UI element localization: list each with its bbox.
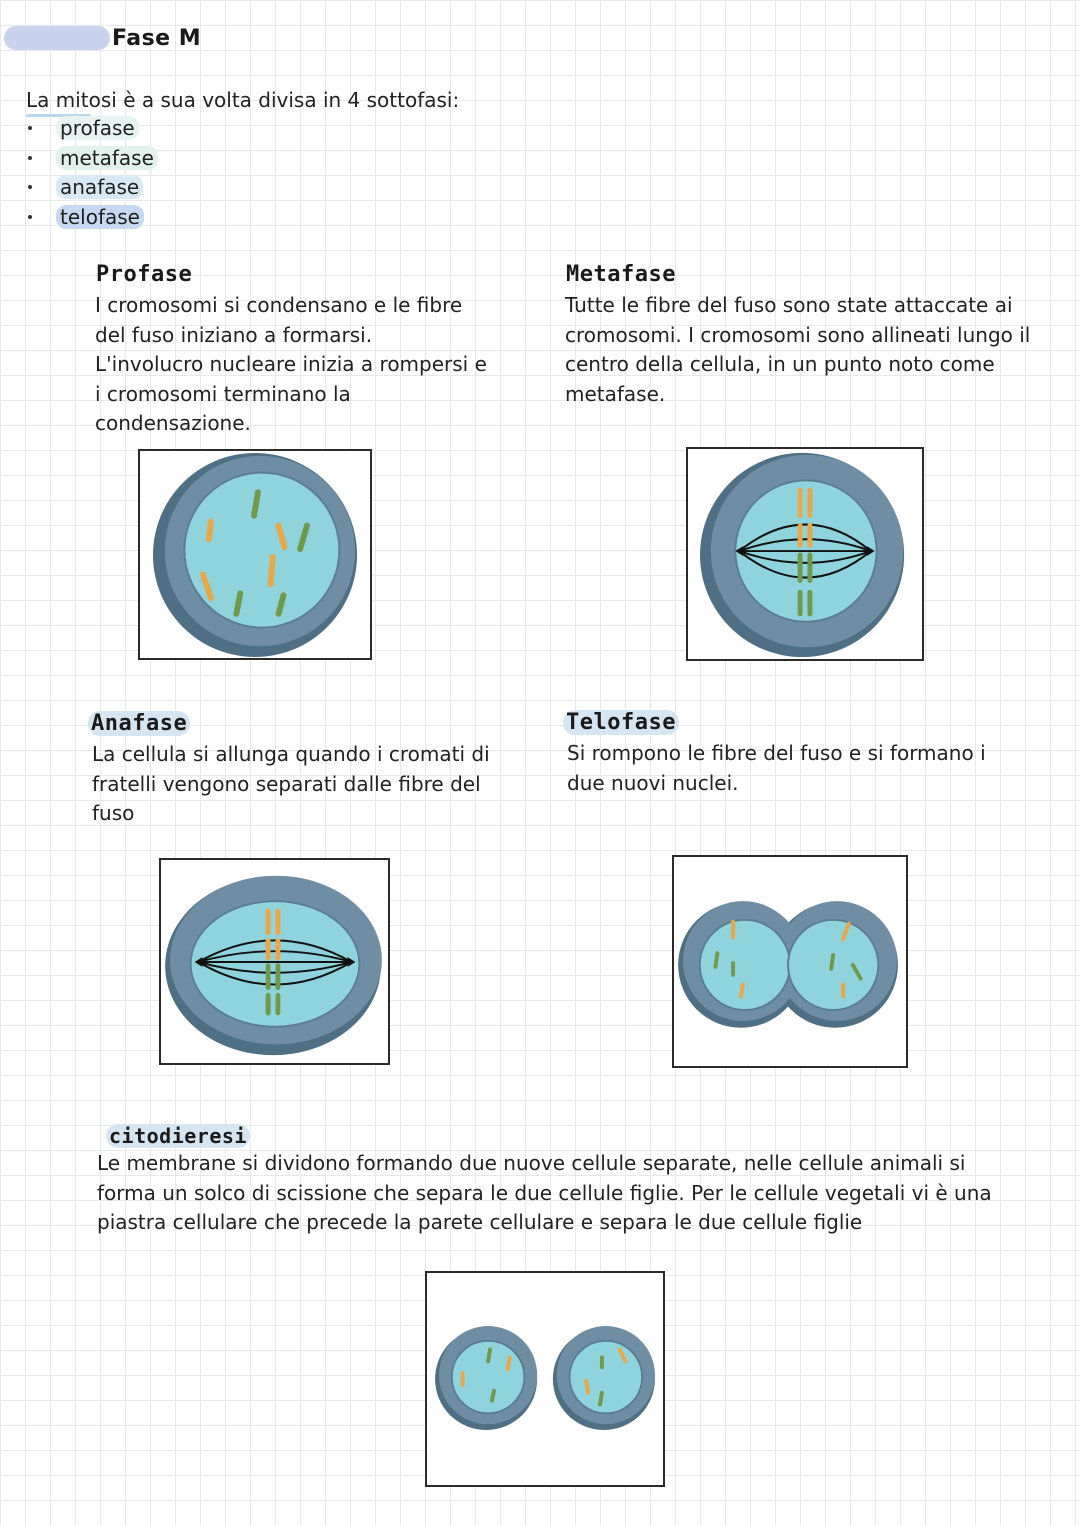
text-line: centro della cellula, in un punto noto come <box>565 352 995 376</box>
telofase-text <box>567 739 1027 798</box>
profase-heading: Profase <box>96 262 193 287</box>
anafase-heading: Anafase <box>88 711 190 736</box>
citodieresi-cell-illustration <box>427 1273 663 1485</box>
text-line: Si rompono le fibre del fuso e si formano i <box>567 741 986 765</box>
anafase-text <box>92 740 512 829</box>
telofase-cell-illustration <box>674 857 906 1066</box>
page-title: Fase M <box>112 26 202 51</box>
telofase-figure <box>672 855 908 1068</box>
subphase-label: metafase <box>56 146 158 170</box>
text-line: Tutte le fibre del fuso sono state attaccate ai <box>565 293 1013 317</box>
text-line: i cromosomi terminano la <box>95 381 351 406</box>
text-line: due nuovi nuclei. <box>567 770 739 795</box>
text-line: piastra cellulare che precede la parete cellulare e separa le due cellule figlie <box>97 1210 863 1234</box>
telofase-heading: Telofase <box>563 710 679 735</box>
anafase-figure <box>159 858 390 1065</box>
list-item <box>26 116 158 146</box>
citodieresi-figure <box>425 1271 665 1487</box>
text-line: fuso <box>92 801 135 825</box>
title-highlight <box>4 26 110 50</box>
text-line: I cromosomi si condensano e le fibre <box>95 293 463 317</box>
text-line: forma un solco di scissione che separa le due cellule figlie. Per le cellule vegetali vi è una <box>97 1180 992 1205</box>
metafase-text <box>565 291 1035 409</box>
profase-cell-illustration <box>140 451 370 658</box>
list-item <box>26 205 158 235</box>
text-line: del fuso iniziano a formarsi. <box>95 322 373 347</box>
text-line: Le membrane si dividono formando due nuove cellule separate, nelle cellule animali si <box>97 1151 966 1175</box>
text-line: cromosomi. I cromosomi sono allineati lungo il <box>565 322 1031 347</box>
subphase-list <box>26 116 158 234</box>
bullet-dot <box>28 185 32 189</box>
text-line: L'involucro nucleare inizia a rompersi e <box>95 352 487 376</box>
metafase-cell-illustration <box>688 449 922 659</box>
profase-text <box>95 291 515 439</box>
list-item <box>26 175 158 205</box>
anafase-cell-illustration <box>161 860 388 1063</box>
subphase-label: telofase <box>56 205 144 229</box>
text-line: fratelli vengono separati dalle fibre del <box>92 771 481 796</box>
subphase-label: profase <box>56 116 139 140</box>
metafase-heading: Metafase <box>566 262 676 287</box>
subphase-label: anafase <box>56 175 143 199</box>
citodieresi-heading: citodieresi <box>106 1124 250 1148</box>
text-line: La cellula si allunga quando i cromati di <box>92 742 490 766</box>
bullet-dot <box>28 126 32 130</box>
profase-figure <box>138 449 372 660</box>
metafase-figure <box>686 447 924 661</box>
intro-text: La mitosi è a sua volta divisa in 4 sottofasi: <box>26 88 460 112</box>
bullet-dot <box>28 156 32 160</box>
list-item <box>26 146 158 176</box>
text-line: condensazione. <box>95 411 251 435</box>
bullet-dot <box>28 215 32 219</box>
citodieresi-text <box>97 1149 1057 1238</box>
text-line: metafase. <box>565 381 666 406</box>
